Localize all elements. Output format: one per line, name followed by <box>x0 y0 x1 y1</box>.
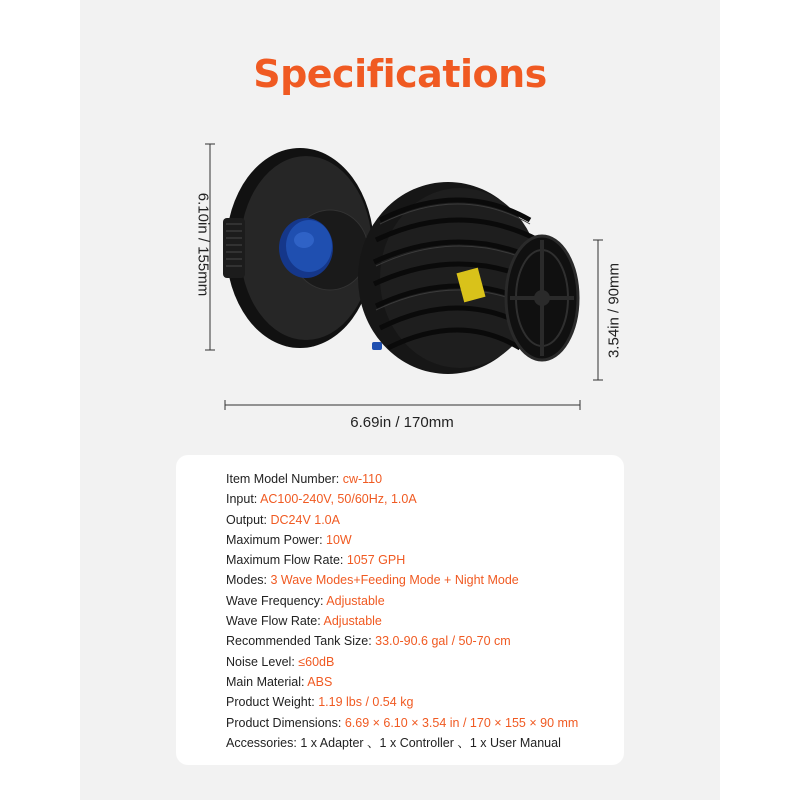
depth-label: 3.54in / 90mm <box>605 262 623 359</box>
spec-value: Adjustable <box>326 593 385 608</box>
spec-value: 1.19 lbs / 0.54 kg <box>318 695 414 710</box>
spec-label: Wave Frequency: <box>226 593 327 608</box>
spec-value: 1057 GPH <box>346 553 406 568</box>
spec-row <box>226 510 578 530</box>
spec-value: ≤60dB <box>298 654 335 669</box>
product-illustration <box>80 0 720 440</box>
spec-label: Maximum Flow Rate: <box>226 553 347 568</box>
spec-value: 6.69 × 6.10 × 3.54 in / 170 × 155 × 90 mm <box>344 715 579 730</box>
spec-label: Recommended Tank Size: <box>226 634 376 649</box>
spec-row <box>226 692 578 712</box>
spec-row <box>226 550 578 570</box>
spec-value: cw-110 <box>342 472 383 486</box>
spec-label: Product Weight: <box>226 695 319 710</box>
height-label: 6.10in / 155mm <box>194 192 212 297</box>
spec-row <box>226 652 578 672</box>
spec-row <box>226 733 578 753</box>
spec-value: 10W <box>326 532 352 547</box>
spec-row <box>226 489 578 509</box>
spec-value: Adjustable <box>323 614 382 629</box>
spec-value: 33.0-90.6 gal / 50-70 cm <box>375 634 511 649</box>
spec-row <box>226 530 578 550</box>
width-label: 6.69in / 170mm <box>350 414 454 431</box>
spec-label: Output: <box>226 512 271 527</box>
page-title: Specifications <box>253 52 547 96</box>
spec-label: Modes: <box>226 573 271 588</box>
spec-card <box>176 455 624 765</box>
spec-label: Maximum Power: <box>226 532 327 547</box>
spec-row <box>226 672 578 692</box>
front-grill <box>506 236 578 360</box>
width-dimension-line <box>225 400 580 410</box>
spec-row <box>226 611 578 631</box>
spec-row <box>226 631 578 651</box>
spec-label: Item Model Number: <box>226 472 343 486</box>
spec-label: Accessories: 1 x Adapter 、1 x Controller 、1 x User Manual <box>226 735 561 750</box>
spec-label: Product Dimensions: <box>226 715 345 730</box>
spec-value: 3 Wave Modes+Feeding Mode + Night Mode <box>270 573 519 588</box>
spec-label: Input: <box>226 492 261 507</box>
spec-label: Main Material: <box>226 674 308 689</box>
spec-value: AC100-240V, 50/60Hz, 1.0A <box>260 492 417 507</box>
spec-value: DC24V 1.0A <box>270 512 340 527</box>
spec-list <box>226 469 578 753</box>
spec-row <box>226 469 578 489</box>
spec-label: Noise Level: <box>226 654 299 669</box>
spec-row <box>226 570 578 590</box>
spec-row <box>226 713 578 733</box>
spec-label: Wave Flow Rate: <box>226 614 324 629</box>
spec-row <box>226 591 578 611</box>
product-spec-page <box>80 0 720 800</box>
spec-value: ABS <box>307 674 333 689</box>
depth-dimension-line <box>593 240 603 380</box>
